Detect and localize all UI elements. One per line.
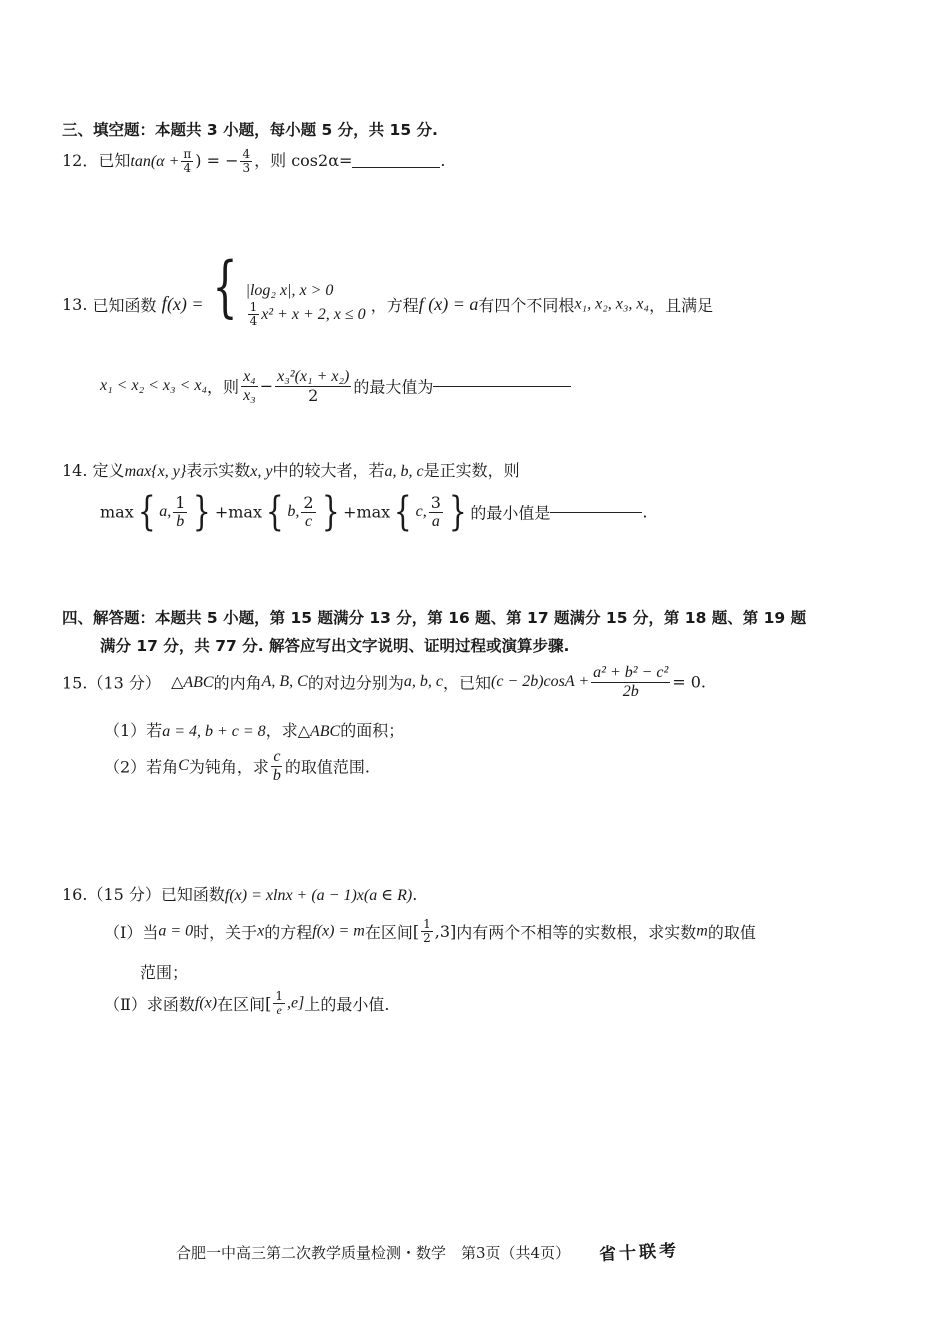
q16-p2b: f(x) — [194, 994, 218, 1012]
q12-pre: 已知 — [98, 151, 131, 171]
q15-p1c: ，求△ — [265, 721, 310, 740]
q16-p2d: [ — [265, 994, 272, 1014]
q14-l1e: 中的较大者，若 — [272, 461, 385, 480]
section4-heading-line2: 满分 17 分，共 77 分. 解答应写出文字说明、证明过程或演算步骤. — [100, 637, 570, 655]
q13-fr1-den: x₃ — [243, 386, 256, 404]
q16-p1a: （I）当 — [104, 923, 159, 943]
q16-p1l: 的取值 — [707, 923, 756, 943]
q14-f3n: 3 — [430, 492, 441, 512]
q15-part2 — [104, 748, 370, 784]
q13-case2-frac — [248, 301, 260, 328]
q13-case2-row — [246, 301, 366, 328]
q14-c: c, — [415, 503, 427, 520]
q15-p2-fraction — [271, 748, 283, 784]
q15-end: . — [700, 672, 707, 692]
q13-mid2: 有四个不同根 — [478, 296, 575, 315]
q14-max-2: max — [228, 502, 262, 522]
q14-brace-open-3: { — [394, 489, 412, 535]
q13-minus: − — [259, 376, 274, 396]
q15-a: △ABC — [171, 674, 214, 692]
q15-h: = 0 — [672, 672, 701, 692]
q15-f: ，已知 — [442, 673, 491, 693]
question-14 — [62, 458, 520, 481]
q13-ineq: x₁ < x₂ < x₃ < x₄ — [100, 377, 208, 395]
q13-fr1-num: x₄ — [243, 368, 256, 385]
q13-number: 13. — [62, 295, 88, 314]
q12-func: tan(α + — [130, 153, 180, 171]
q16-p2-fraction — [273, 990, 285, 1017]
q16-p1i: ,3] — [434, 922, 457, 942]
q14-end: . — [642, 502, 648, 522]
q12-pi: π — [183, 147, 192, 161]
question-13 — [62, 248, 714, 328]
q14-l1b: max{x, y} — [124, 463, 187, 480]
q16-p2a: （Ⅱ）求函数 — [104, 995, 195, 1015]
q12-frac-den: 3 — [242, 161, 251, 176]
q14-b: b, — [287, 503, 300, 520]
q15-p1e: 的面积； — [340, 721, 405, 740]
q13-brace: { — [211, 248, 238, 325]
q13-f: f — [161, 293, 167, 315]
q16-end: . — [412, 885, 418, 904]
q15-p1d: ABC — [310, 723, 341, 740]
q16-p1dd: 2 — [423, 931, 431, 946]
q16-p1h: [ — [412, 922, 420, 942]
q16-p2f: 上的最小值. — [304, 995, 390, 1015]
q14-f1n: 1 — [175, 492, 186, 512]
q14-brace-open-1: { — [137, 489, 156, 535]
q16-p1d: x — [257, 922, 265, 940]
q15-p2b: C — [178, 757, 189, 775]
q13-x: (x) = — [166, 294, 204, 314]
q15-p2a: （2）若角 — [104, 757, 179, 777]
q15-p2c: 为钝角，求 — [188, 757, 269, 777]
q12-eq: ) = − — [195, 151, 239, 171]
footer-text: 合肥一中高三第二次教学质量检测・数学 第3页（共4页） — [176, 1244, 571, 1262]
q15-c: A, B, C — [261, 673, 308, 691]
q15-fr-num: a² + b² − c² — [593, 664, 669, 681]
q13-eq: f (x) = a — [418, 294, 479, 314]
q12-frac-num: 4 — [242, 147, 251, 161]
q16-p1f: f(x) = m — [312, 922, 365, 940]
q16-p2dd: e — [276, 1003, 282, 1018]
q12-end: . — [440, 151, 446, 171]
question-15 — [62, 664, 706, 700]
q15-part1 — [104, 718, 404, 741]
q15-g: (c − 2b)cosA + — [490, 673, 590, 691]
q16-part1 — [104, 918, 756, 945]
q14-frac-3 — [429, 494, 443, 530]
q13-fr2-num: x₃²(x₁ + x₂) — [277, 368, 350, 385]
q12-fraction — [240, 148, 252, 175]
question-16 — [62, 882, 417, 905]
q15-p2n: c — [273, 748, 281, 765]
q13-case2: x² + x + 2, x ≤ 0 — [261, 306, 366, 323]
q14-f3d: a — [431, 512, 440, 530]
q13-cases — [246, 281, 366, 328]
q15-number: 15.（13 分） — [62, 673, 161, 693]
page-footer — [176, 1238, 680, 1266]
q16-p1-fraction — [421, 918, 433, 945]
q14-f1d: b — [176, 512, 185, 530]
q16-fx: f(x) = xlnx + (a − 1)x(a ∈ R) — [224, 887, 413, 904]
question-14-line2 — [100, 489, 648, 535]
q12-then: ，则 cos2α= — [254, 151, 353, 171]
q13-then: ，则 — [207, 377, 240, 397]
q16-p1c: 时，关于 — [193, 923, 258, 943]
q12-answer-blank — [352, 166, 440, 168]
q12-four: 4 — [183, 161, 192, 176]
q16-p1j: 内有两个不相等的实数根，求实数 — [456, 923, 697, 943]
q14-max-3: max — [356, 502, 391, 522]
q14-max-1: max — [100, 502, 134, 522]
q13-mid: ，方程 — [370, 296, 419, 315]
q13-c2-num: 1 — [249, 299, 258, 314]
q14-l1f: a, b, c — [384, 463, 424, 480]
q14-l1d: x, y — [250, 463, 273, 480]
q16-p2c: 在区间 — [217, 995, 266, 1015]
q14-a: a, — [159, 503, 172, 520]
q13-pre: 已知函数 — [92, 296, 157, 315]
q14-brace-close-3: } — [448, 489, 467, 535]
q14-plus-2: + — [343, 502, 357, 522]
q13-end: ，且满足 — [649, 296, 714, 315]
q14-answer-blank — [550, 511, 642, 513]
q14-brace-open-2: { — [265, 489, 284, 535]
q13-roots: x₁, x₂, x₃, x₄ — [574, 295, 650, 313]
q14-l1g: 是正实数，则 — [423, 461, 520, 480]
section4-heading-line1: 四、解答题：本题共 5 小题，第 15 题满分 13 分，第 16 题、第 17 题满分 15 分，第 18 题、第 19 题 — [62, 609, 807, 627]
q15-fr-den: 2b — [622, 682, 639, 700]
q14-brace-close-2: } — [321, 489, 340, 535]
q16-p2n: 1 — [275, 989, 283, 1003]
q14-number: 14. — [62, 461, 88, 480]
q16-part2 — [104, 990, 389, 1017]
q16-number: 16.（15 分）已知函数 — [62, 885, 225, 904]
q15-p2e: 的取值范围. — [284, 757, 370, 777]
q14-tail: 的最小值是 — [470, 503, 551, 523]
q14-brace-close-1: } — [193, 489, 212, 535]
footer-seal: 省十联考 — [598, 1240, 680, 1266]
q15-d: 的对边分别为 — [307, 673, 404, 693]
q16-p1g: 在区间 — [364, 923, 413, 943]
q14-f2n: 2 — [303, 492, 314, 512]
q12-number: 12． — [62, 151, 99, 171]
q15-p2d: b — [272, 766, 281, 784]
q14-frac-2 — [301, 494, 315, 530]
q14-l1c: 表示实数 — [186, 461, 251, 480]
q16-p1e: 的方程 — [264, 923, 313, 943]
q14-frac-1 — [173, 494, 187, 530]
q16-p1n: 1 — [423, 917, 431, 931]
q16-p1k: m — [696, 922, 708, 940]
q15-b: 的内角 — [213, 673, 262, 693]
section3-heading: 三、填空题：本题共 3 小题，每小题 5 分，共 15 分. — [62, 121, 438, 139]
q16-p2e: ,e] — [287, 994, 305, 1012]
q14-plus-1: + — [214, 502, 229, 522]
question-12 — [62, 148, 446, 175]
q13-fr2-den: 2 — [308, 385, 319, 405]
q13-answer-blank — [433, 385, 571, 387]
q13-case1: |log₂ x|, x > 0 — [245, 281, 334, 299]
q12-pi-over-4 — [181, 148, 193, 175]
q14-f2d: c — [304, 512, 313, 530]
q15-e: a, b, c — [403, 673, 443, 691]
question-13-line2 — [100, 368, 571, 404]
q16-p1b: a = 0 — [158, 922, 194, 940]
q15-p1b: a = 4, b + c = 8 — [162, 723, 266, 740]
q13-fraction-1 — [241, 368, 258, 404]
q14-l1a: 定义 — [92, 461, 125, 480]
q16-part1-cont: 范围； — [140, 963, 189, 982]
q13-tail: 的最大值为 — [353, 377, 434, 397]
q15-p1a: （1）若 — [104, 721, 163, 740]
q13-fraction-2 — [275, 368, 351, 404]
q15-fraction — [591, 664, 670, 700]
q13-c2-den: 4 — [249, 314, 258, 328]
